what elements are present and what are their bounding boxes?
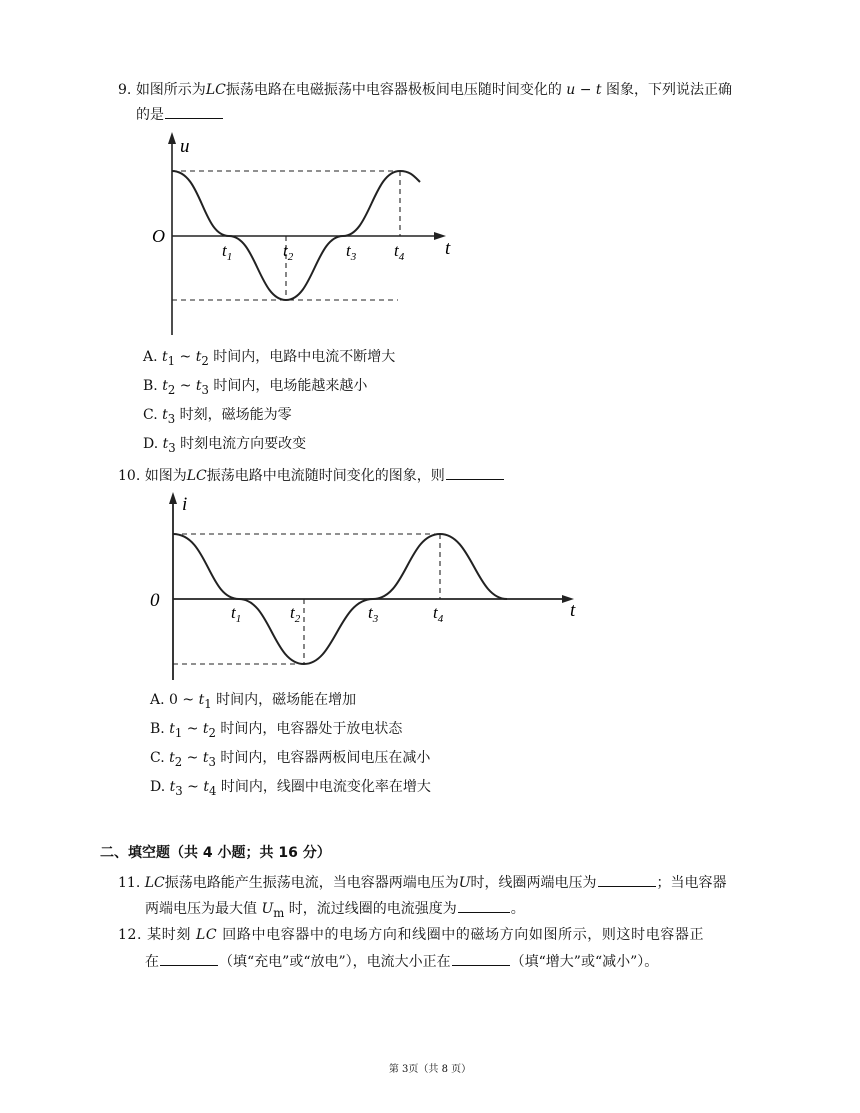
- q9-stem-d: 的是: [136, 107, 164, 123]
- q10-y-arrow-icon: [169, 492, 177, 504]
- q9-lc: LC: [205, 82, 226, 98]
- q10-tick-t1: $t_1$: [231, 603, 242, 625]
- q9-stem-a: 如图所示为: [135, 82, 206, 98]
- q9-option-c[interactable]: C. $t_3$ 时刻，磁场能为零: [143, 407, 292, 426]
- q9-stem-b: 振荡电路在电磁振荡中电容器极板间电压随时间变化的: [225, 82, 562, 98]
- q9-option-d[interactable]: D. $t_3$ 时刻电流方向要改变: [143, 436, 307, 455]
- q9-origin-label: O: [152, 226, 165, 246]
- q9-answer-blank[interactable]: [165, 104, 223, 119]
- q10-figure: [140, 488, 590, 692]
- q10-lc: LC: [186, 468, 207, 484]
- q11-blank-1[interactable]: [598, 872, 656, 887]
- q10-tick-t2: $t_2$: [290, 603, 301, 625]
- q12-blank-2[interactable]: [452, 951, 510, 966]
- q11-line2: 两端电压为最大值 $U_m$ 时，流过线圈的电流强度为 。: [145, 898, 525, 923]
- q9-option-b[interactable]: B. $t_2$ ~ $t_3$ 时间内，电场能越来越小: [143, 378, 368, 397]
- q9-option-a[interactable]: A. $t_1$ ~ $t_2$ 时间内，电路中电流不断增大: [143, 349, 396, 368]
- q10-option-d[interactable]: D. $t_3$ ~ $t_4$ 时间内，线圈中电流变化率在增大: [150, 779, 431, 798]
- q9-number: 9.: [118, 82, 132, 98]
- q9-tick-t3: $t_3$: [346, 241, 357, 263]
- q9-stem-line2: [136, 104, 224, 125]
- q10-stem-b: 振荡电路中电流随时间变化的图象，则: [206, 468, 445, 484]
- q9-tick-t1: $t_1$: [222, 241, 233, 263]
- q11-line1: 11. LC振荡电路能产生振荡电流，当电容器两端电压为U时，线圈两端电压为 ；当电容器: [118, 872, 727, 893]
- q10-tick-t3: $t_3$: [368, 603, 379, 625]
- q10-option-b[interactable]: B. $t_1$ ~ $t_2$ 时间内，电容器处于放电状态: [150, 721, 403, 740]
- q10-option-c[interactable]: C. $t_2$ ~ $t_3$ 时间内，电容器两板间电压在减小: [150, 750, 431, 769]
- section-title: 二、填空题（共 4 小题；共 16 分）: [100, 845, 331, 861]
- q10-stem-a: 如图为: [144, 468, 187, 484]
- q10-tick-t4: $t_4$: [433, 603, 444, 625]
- q9-tick-t4: $t_4$: [394, 241, 405, 263]
- q10-x-label: t: [570, 600, 576, 621]
- q10-origin-label: 0: [150, 590, 160, 611]
- q10-answer-blank[interactable]: [446, 465, 504, 480]
- q9-ut: u − t: [566, 82, 602, 98]
- q9-stem-c: 图象，下列说法正确: [606, 82, 733, 98]
- q12-line1: 12. 某时刻 LC 回路中电容器中的电场方向和线圈中的磁场方向如图所示，则这时电容器正: [118, 927, 705, 943]
- q11-blank-2[interactable]: [458, 898, 510, 913]
- q9-x-label: t: [445, 238, 451, 259]
- q9-stem-line1: [118, 80, 732, 100]
- q9-figure: [150, 130, 480, 344]
- q10-y-label: i: [182, 494, 188, 515]
- q10-stem: [118, 465, 505, 486]
- q9-y-label: u: [180, 136, 190, 157]
- q9-tick-t2: $t_2$: [283, 241, 294, 263]
- q9-y-arrow-icon: [168, 132, 176, 144]
- page-footer: 第 3页（共 8 页）: [388, 1064, 472, 1075]
- q10-option-a[interactable]: A. 0 ~ $t_1$ 时间内，磁场能在增加: [150, 692, 357, 711]
- q12-blank-1[interactable]: [160, 951, 218, 966]
- q12-line2: 在 （填“充电”或“放电”），电流大小正在 （填“增大”或“减小”）。: [145, 951, 658, 972]
- q10-number: 10.: [118, 468, 141, 484]
